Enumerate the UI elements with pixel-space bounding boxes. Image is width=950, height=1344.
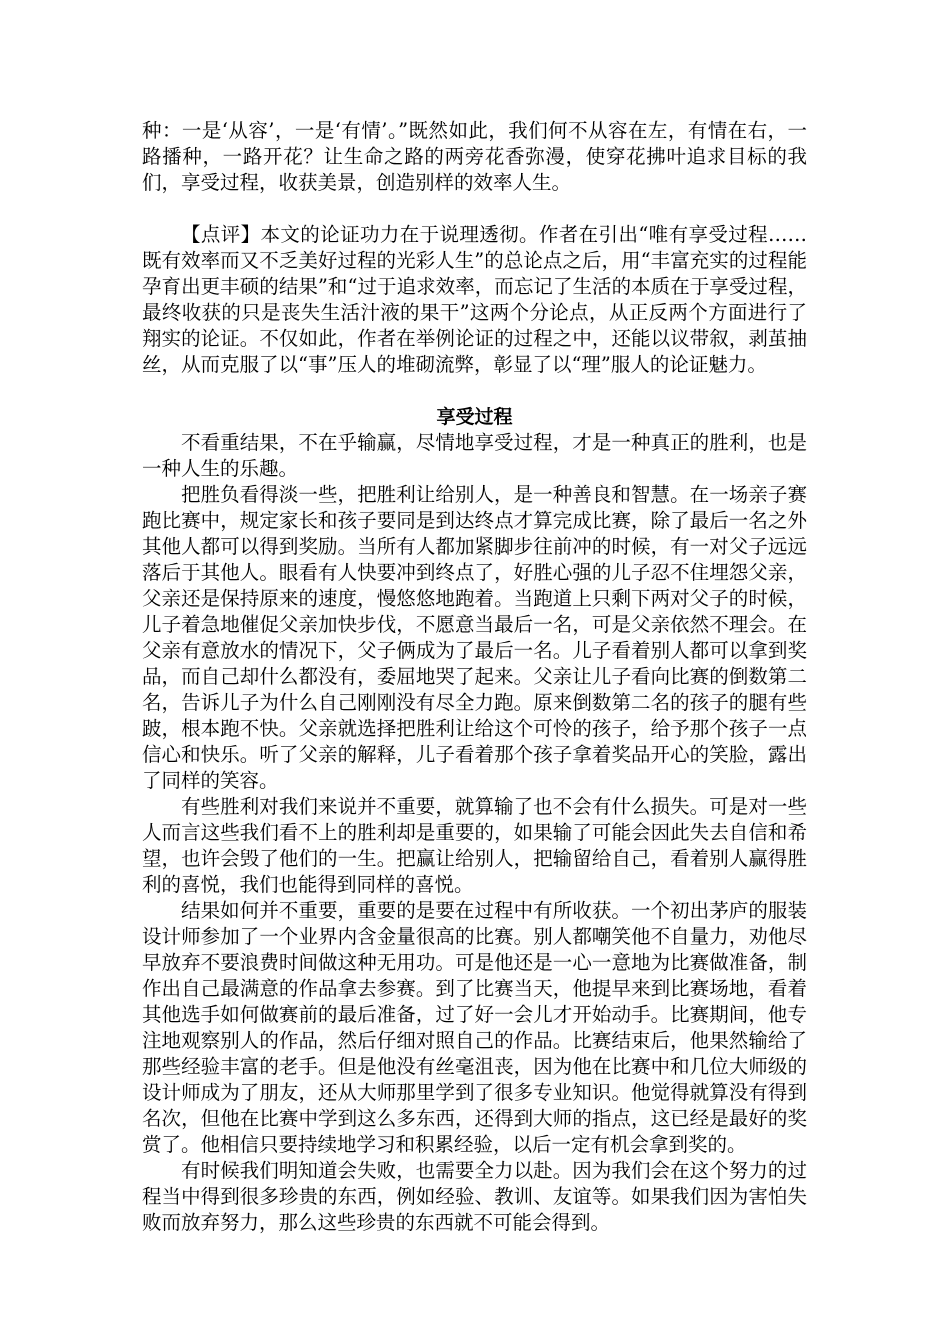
commentary-paragraph: 【点评】本文的论证功力在于说理透彻。作者在引出“唯有享受过程……既有效率而又不乏美好过程的光彩人生”的总论点之后，用“丰富充实的过程能孕育出更丰硕的结果”和“过于追求效率，而忘记了生活的本质在于享受过程，最终收获的只是丧失生活汁液的果干”这两个分论点，从正反两个方面进行了翔实的论证。不仅如此，作者在举例论证的过程之中，还能以议带叙，剥茧抽丝，从而克服了以“事”压人的堆砌流弊，彰显了以“理”服人的论证魅力。 xyxy=(142,223,807,376)
essay-paragraph: 不看重结果，不在乎输赢，尽情地享受过程，才是一种真正的胜利，也是一种人生的乐趣。 xyxy=(142,431,807,480)
essay-title: 享受过程 xyxy=(436,406,513,428)
essay-paragraph: 结果如何并不重要，重要的是要在过程中有所收获。一个初出茅庐的服装设计师参加了一个业界内含金量很高的比赛。别人都嘲笑他不自量力，劝他尽早放弃不要浪费时间做这种无用功。可是他还是一心一意地为比赛做准备，制作出自己最满意的作品拿去参赛。到了比赛当天，他提早来到比赛场地，看着其他选手如何做赛前的最后准备，过了好一会儿才开始动手。比赛期间，他专注地观察别人的作品，然后仔细对照自己的作品。比赛结束后，他果然输给了那些经验丰富的老手。但是他没有丝毫沮丧，因为他在比赛中和几位大师级的设计师成为了朋友，还从大师那里学到了很多专业知识。他觉得就算没有得到名次，但他在比赛中学到这么多东西，还得到大师的指点，这已经是最好的奖赏了。他相信只要持续地学习和积累经验，以后一定有机会拿到奖的。 xyxy=(142,899,807,1156)
essay-paragraph: 有时候我们明知道会失败，也需要全力以赴。因为我们会在这个努力的过程当中得到很多珍贵的东西，例如经验、教训、友谊等。如果我们因为害怕失败而放弃努力，那么这些珍贵的东西就不可能会得到。 xyxy=(142,1159,807,1234)
essay-paragraph: 把胜负看得淡一些，把胜利让给别人，是一种善良和智慧。在一场亲子赛跑比赛中，规定家长和孩子要同是到达终点才算完成比赛，除了最后一名之外其他人都可以得到奖励。当所有人都加紧脚步往前冲的时候，有一对父子远远落后于其他人。眼看有人快要冲到终点了，好胜心强的儿子忍不住埋怨父亲，父亲还是保持原来的速度，慢悠悠地跑着。当跑道上只剩下两对父子的时候，儿子着急地催促父亲加快步伐，不愿意当最后一名，可是父亲依然不理会。在父亲有意放水的情况下，父子俩成为了最后一名。儿子看着别人都可以拿到奖品，而自己却什么都没有，委屈地哭了起来。父亲让儿子看向比赛的倒数第二名，告诉儿子为什么自己刚刚没有尽全力跑。原来倒数第二名的孩子的腿有些跛，根本跑不快。父亲就选择把胜利让给这个可怜的孩子，给予那个孩子一点信心和快乐。听了父亲的解释，儿子看着那个孩子拿着奖品开心的笑脸，露出了同样的笑容。 xyxy=(142,483,807,792)
previous-essay-closing: 种：一是‘从容’，一是‘有情’。”既然如此，我们何不从容在左，有情在右，一路播种，一路开花？让生命之路的两旁花香弥漫，使穿花拂叶追求目标的我们，享受过程，收获美景，创造别样的效率人生。 xyxy=(142,119,807,194)
essay-paragraph: 有些胜利对我们来说并不重要，就算输了也不会有什么损失。可是对一些人而言这些我们看不上的胜利却是重要的，如果输了可能会因此失去自信和希望，也许会毁了他们的一生。把赢让给别人，把输留给自己，看着别人赢得胜利的喜悦，我们也能得到同样的喜悦。 xyxy=(142,795,807,896)
document-page xyxy=(142,118,807,1236)
